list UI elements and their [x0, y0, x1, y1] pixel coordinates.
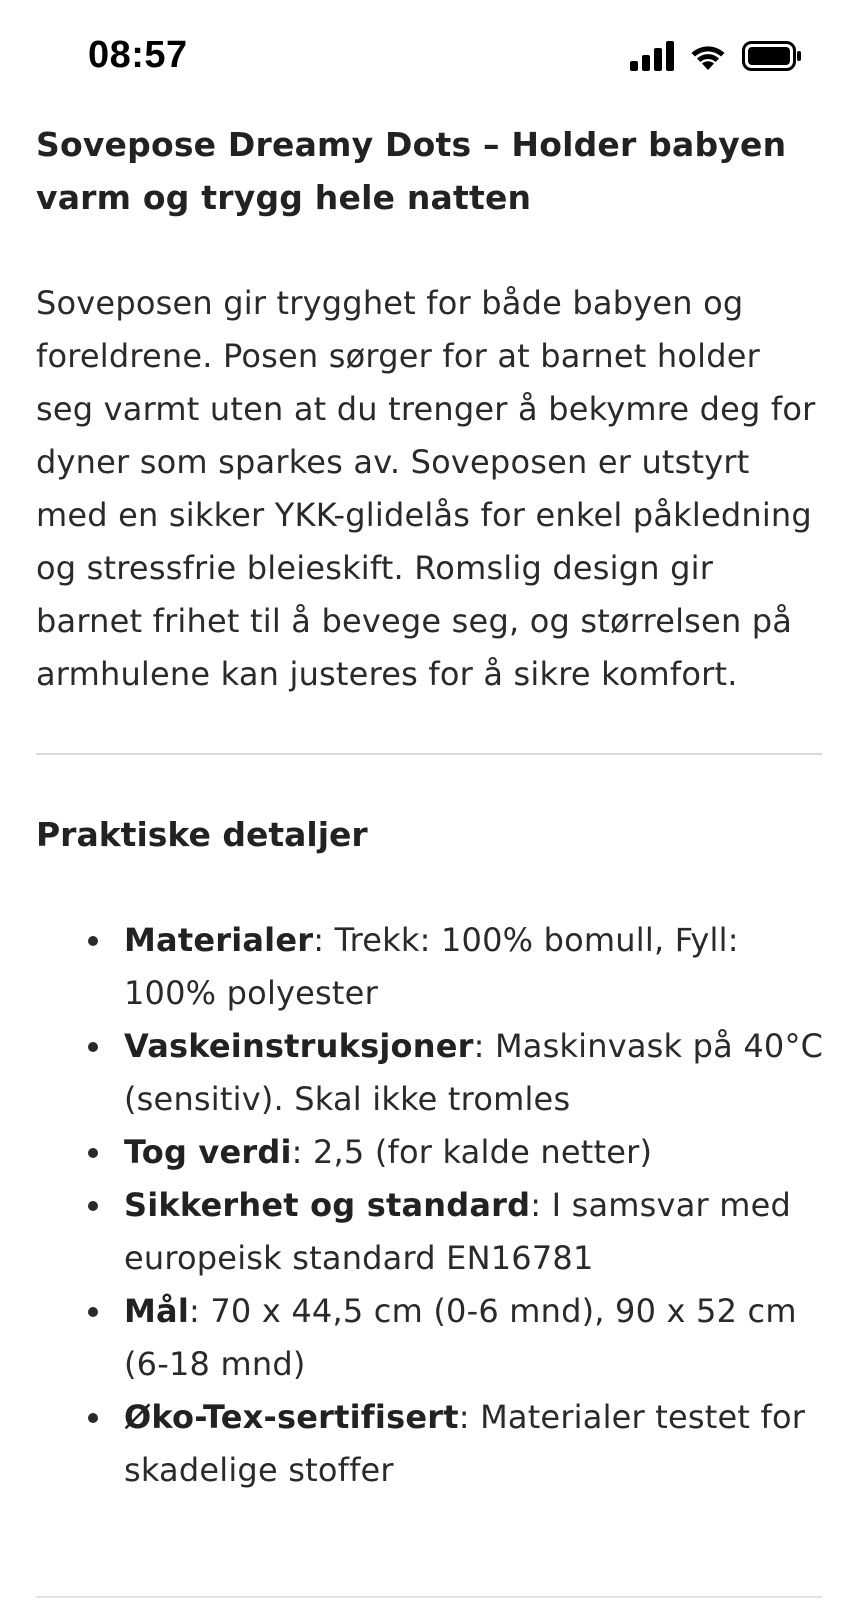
detail-text: : Trekk: 100% bomull, Fyll: 100% polyester	[124, 921, 739, 1012]
product-headline: Sovepose Dreamy Dots – Holder babyen varm og trygg hele natten	[36, 125, 787, 217]
status-bar	[0, 0, 856, 110]
bullet-icon	[88, 1413, 98, 1423]
wifi-icon	[688, 41, 728, 75]
divider	[36, 753, 822, 755]
list-item	[36, 914, 826, 1020]
detail-term: Materialer	[124, 921, 314, 959]
detail-term: Tog verdi	[124, 1133, 292, 1171]
detail-term: Øko-Tex-sertifisert	[124, 1398, 459, 1436]
cellular-signal-icon	[630, 41, 674, 75]
status-icons	[630, 40, 802, 76]
product-description	[36, 118, 826, 1497]
status-time: 08:57	[88, 34, 188, 76]
bullet-icon	[88, 936, 98, 946]
detail-text: : 2,5 (for kalde netter)	[291, 1133, 653, 1171]
detail-text: : Maskinvask på 40°C (sensitiv). Skal ikke tromles	[124, 1027, 824, 1118]
detail-term: Sikkerhet og standard	[124, 1186, 531, 1224]
bullet-icon	[88, 1307, 98, 1317]
divider	[36, 1596, 822, 1598]
bullet-icon	[88, 1042, 98, 1052]
bullet-icon	[88, 1148, 98, 1158]
list-item	[36, 1391, 826, 1497]
detail-text: : I samsvar med europeisk standard EN16781	[124, 1186, 791, 1277]
product-description-text: Soveposen gir trygghet for både babyen og foreldrene. Posen sørger for at barnet holder seg varmt uten at du trenger å bekymre deg for dyner som sparkes av. Soveposen er utstyrt med en sikker YKK-glidelås for enkel påkledning og stressfrie bleieskift. Romslig design gir barnet frihet til å bevege seg, og størrelsen på armhulene kan justeres for å sikre komfort.	[36, 284, 816, 693]
battery-icon	[742, 41, 802, 75]
detail-text: : 70 x 44,5 cm (0-6 mnd), 90 x 52 cm (6-18 mnd)	[124, 1292, 797, 1383]
detail-term: Mål	[124, 1292, 190, 1330]
list-item	[36, 1020, 826, 1126]
list-item	[36, 1179, 826, 1285]
list-item	[36, 1126, 826, 1179]
detail-term: Vaskeinstruksjoner	[124, 1027, 474, 1065]
details-list	[36, 914, 826, 1497]
list-item	[36, 1285, 826, 1391]
bullet-icon	[88, 1201, 98, 1211]
detail-text: : Materialer testet for skadelige stoffer	[124, 1398, 806, 1489]
details-title: Praktiske detaljer	[36, 815, 368, 854]
